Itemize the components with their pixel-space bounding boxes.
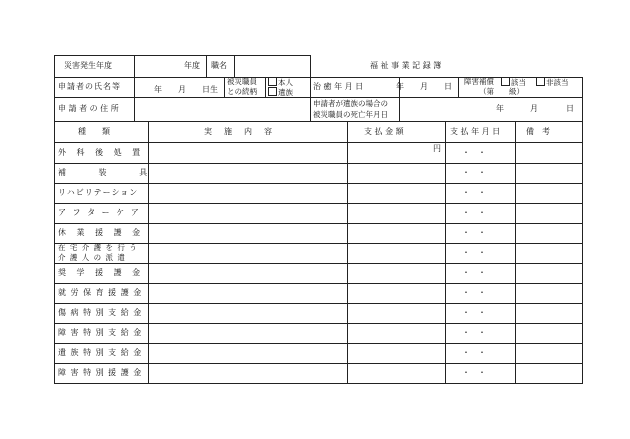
pay-date-dots: ・ ・ xyxy=(462,168,486,177)
pay-date-dots: ・ ・ xyxy=(462,188,486,197)
col-header-type: 種 類 xyxy=(78,127,110,136)
disability-label: 障害補償 xyxy=(464,77,494,86)
pay-date-dots: ・ ・ xyxy=(462,308,486,317)
rule xyxy=(54,121,583,122)
row-label-line-1: 在 宅 介 護 を 行 う xyxy=(58,243,138,252)
rule xyxy=(458,77,459,97)
rule xyxy=(54,263,583,264)
row-label xyxy=(58,168,162,178)
col-header-content: 実 施 内 容 xyxy=(204,127,274,136)
cure-date-label: 治 癒 年 月 日 xyxy=(313,82,364,91)
rule xyxy=(134,55,135,77)
disability-grade: （第 級） xyxy=(479,87,524,96)
checkbox-icon xyxy=(501,77,510,86)
rule xyxy=(310,77,311,97)
col-header-remarks: 備 考 xyxy=(526,127,550,136)
disaster-year-label: 災害発生年度 xyxy=(64,61,112,70)
death-month: 月 xyxy=(530,104,538,113)
ledger-title: 福 祉 事 業 記 録 簿 xyxy=(370,61,442,70)
rule xyxy=(54,55,55,384)
row-label: 休 業 援 護 金 xyxy=(58,228,145,237)
death-day: 日 xyxy=(566,104,574,113)
yen-unit: 円 xyxy=(433,144,441,153)
rule xyxy=(206,55,207,77)
applicable-checkbox[interactable] xyxy=(501,77,526,87)
rule xyxy=(399,97,400,121)
birth-day: 日生 xyxy=(202,85,218,94)
pay-date-dots: ・ ・ xyxy=(462,348,486,357)
welfare-record-form xyxy=(54,55,583,384)
row-label-text: 補 装 具 xyxy=(58,168,163,177)
pay-date-dots: ・ ・ xyxy=(462,288,486,297)
cure-month: 月 xyxy=(420,82,428,91)
rule xyxy=(54,383,583,384)
applicant-name-label: 申請者の氏名等 xyxy=(58,82,121,91)
rule xyxy=(134,77,135,97)
not-applicable-label: 非該当 xyxy=(546,78,569,87)
pay-date-dots: ・ ・ xyxy=(462,228,486,237)
rule xyxy=(347,121,348,384)
row-label: ア フ タ ー ケ ア xyxy=(58,208,141,217)
row-label: 遺 族 特 別 支 給 金 xyxy=(58,348,143,357)
pay-date-dots: ・ ・ xyxy=(462,148,486,157)
cure-year: 年 xyxy=(396,82,404,91)
relation-label-2: との続柄 xyxy=(227,87,257,96)
checkbox-icon xyxy=(268,87,277,96)
death-label-2: 被災職員の死亡年月日 xyxy=(313,110,388,119)
rule xyxy=(54,363,583,364)
row-label: 外 科 後 処 置 xyxy=(58,148,145,157)
pay-date-dots: ・ ・ xyxy=(462,208,486,217)
row-label: 障 害 特 別 支 給 金 xyxy=(58,328,143,337)
applicable-label: 該当 xyxy=(511,78,526,87)
rule xyxy=(265,77,266,97)
col-header-pay-date: 支 払 年 月 日 xyxy=(450,127,501,136)
address-label: 申 請 者 の 住 所 xyxy=(58,104,119,113)
bereaved-checkbox[interactable] xyxy=(268,87,293,97)
rule xyxy=(582,77,583,384)
cure-day: 日 xyxy=(444,82,452,91)
pay-date-dots: ・ ・ xyxy=(462,368,486,377)
rule xyxy=(445,121,446,384)
self-option-label: 本人 xyxy=(278,78,293,87)
job-title-label: 職名 xyxy=(211,61,227,70)
checkbox-icon xyxy=(268,77,277,86)
rule xyxy=(54,203,583,204)
rule xyxy=(148,121,149,384)
row-label: 就 労 保 育 援 護 金 xyxy=(58,288,143,297)
relation-label-1: 被災職員 xyxy=(227,77,257,86)
rule xyxy=(54,303,583,304)
row-label: 奨 学 援 護 金 xyxy=(58,268,145,277)
bereaved-option-label: 遺族 xyxy=(278,88,293,97)
rule xyxy=(54,142,583,143)
rule xyxy=(54,223,583,224)
birth-year: 年 xyxy=(154,85,162,94)
rule xyxy=(54,323,583,324)
pay-date-dots: ・ ・ xyxy=(462,248,486,257)
rule xyxy=(54,55,310,56)
rule xyxy=(224,77,225,97)
rule xyxy=(54,283,583,284)
death-label-1: 申請者が遺族の場合の xyxy=(313,99,388,108)
nendo-label: 年度 xyxy=(184,61,200,70)
row-label-line-2: 介 護 人 の 派 遣 xyxy=(58,253,126,262)
rule xyxy=(54,163,583,164)
row-label: 傷 病 特 別 支 給 金 xyxy=(58,308,143,317)
pay-date-dots: ・ ・ xyxy=(462,328,486,337)
checkbox-icon xyxy=(536,77,545,86)
rule xyxy=(54,183,583,184)
death-year: 年 xyxy=(496,104,504,113)
pay-date-dots: ・ ・ xyxy=(462,268,486,277)
rule xyxy=(310,55,311,77)
rule xyxy=(310,97,311,121)
rule xyxy=(515,121,516,384)
rule xyxy=(134,97,135,121)
col-header-amount: 支 払 金 額 xyxy=(364,127,404,136)
birth-month: 月 xyxy=(178,85,186,94)
self-checkbox[interactable] xyxy=(268,77,293,87)
row-label: リハビリテーション xyxy=(58,188,139,197)
not-applicable-checkbox[interactable] xyxy=(536,77,569,87)
rule xyxy=(54,343,583,344)
rule xyxy=(234,55,235,77)
row-label: 障 害 特 別 援 護 金 xyxy=(58,368,143,377)
